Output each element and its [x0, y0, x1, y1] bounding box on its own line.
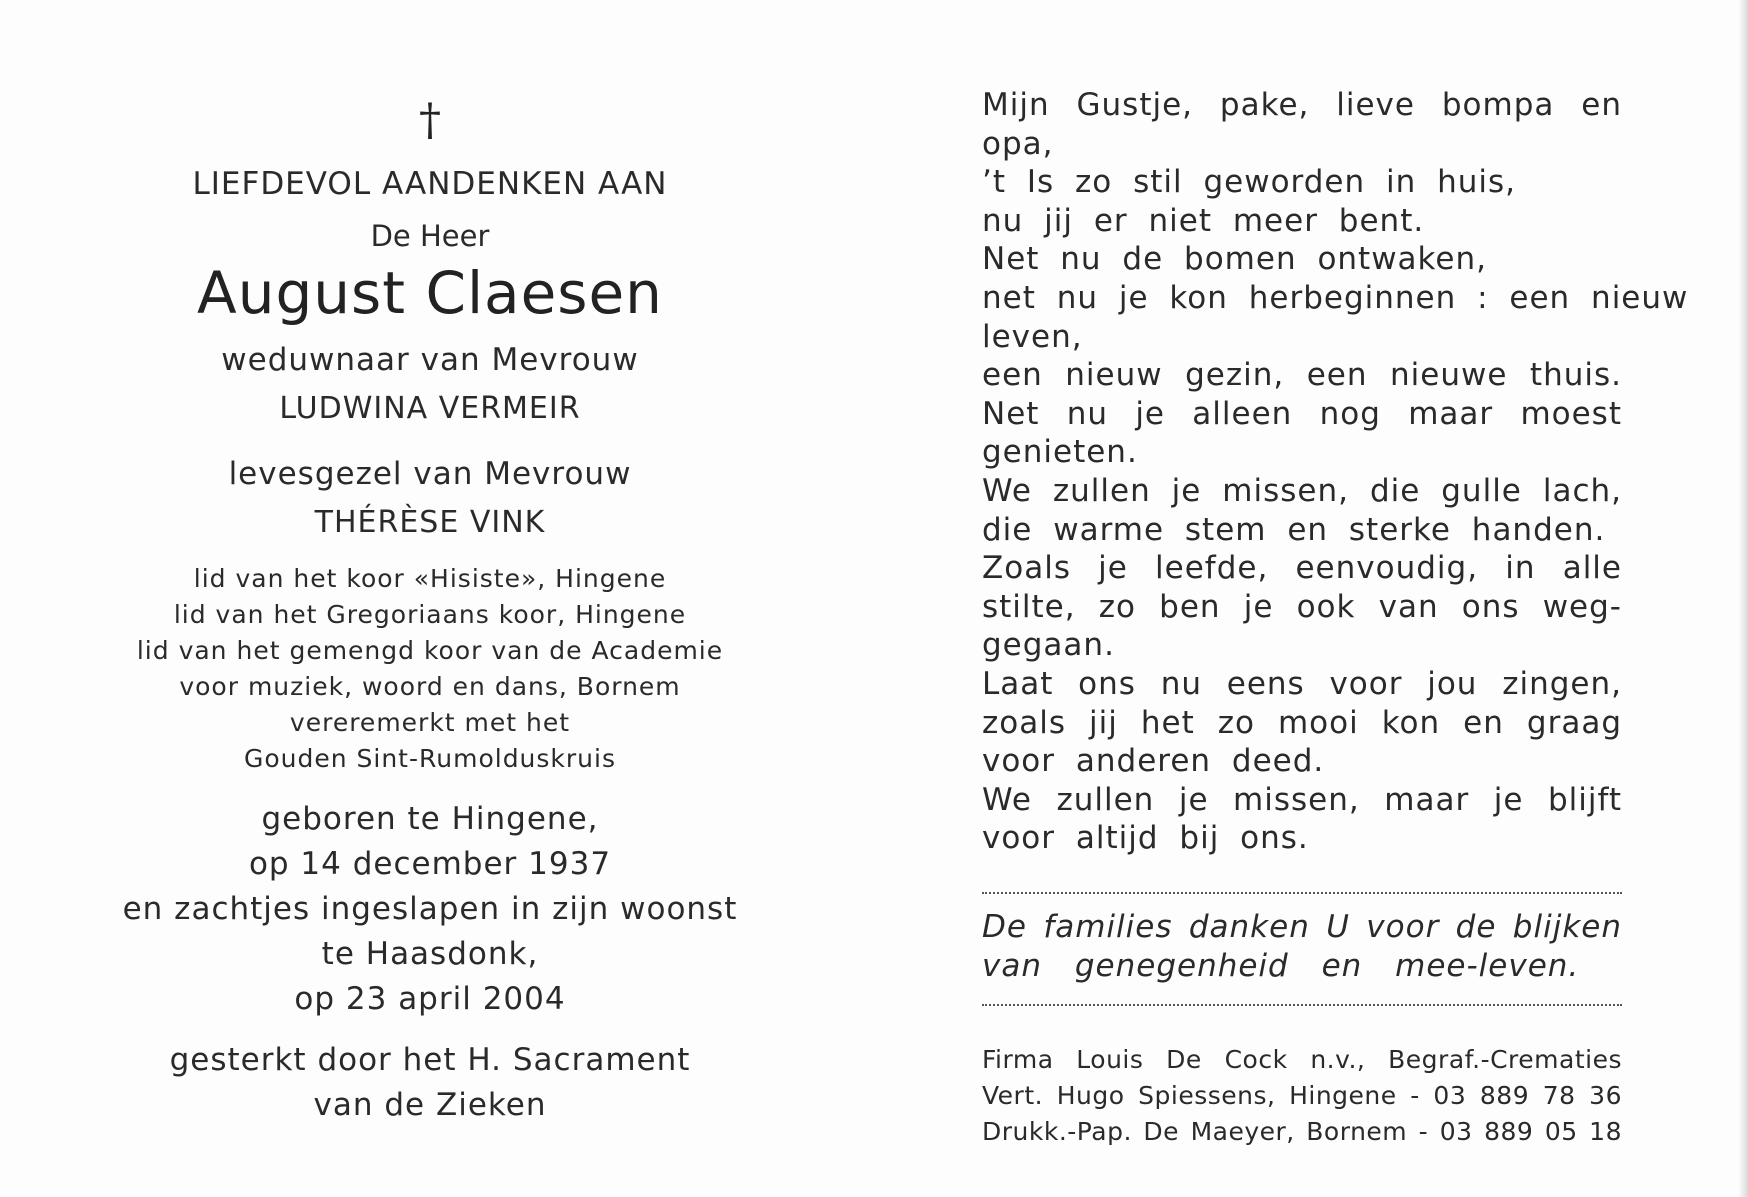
- poem-line: een nieuw gezin, een nieuwe thuis.: [982, 357, 1622, 394]
- poem-line: genieten.: [982, 434, 1138, 471]
- poem-line: Mijn Gustje, pake, lieve bompa en: [982, 87, 1622, 123]
- divider-bottom: [982, 1004, 1622, 1006]
- poem-line: Zoals je leefde, eenvoudig, in alle: [982, 550, 1622, 587]
- membership-line: lid van het gemengd koor van de Academie: [136, 636, 724, 665]
- poem-line: die warme stem en sterke handen.: [982, 511, 1606, 548]
- thanks-line: van genegenheid en mee-leven.: [982, 948, 1580, 984]
- poem-line: net nu je kon herbeginnen : een nieuw: [982, 279, 1689, 316]
- sacrament: [90, 1038, 770, 1128]
- relation-partner: levesgezel van Mevrouw: [228, 456, 632, 492]
- deceased-name: August Claesen: [197, 259, 663, 327]
- cross-icon: †: [419, 95, 441, 146]
- relation-widower: weduwnaar van Mevrouw: [221, 342, 639, 378]
- poem-line: voor anderen deed.: [982, 743, 1325, 780]
- date-line: geboren te Hingene,: [261, 801, 599, 837]
- partner-name: THÉRÈSE VINK: [314, 505, 546, 540]
- thanks-line: De families danken U voor de blijken: [982, 909, 1622, 945]
- membership-line: vereremerkt met het: [289, 708, 571, 737]
- date-line: op 14 december 1937: [248, 846, 612, 882]
- poem-line: We zullen je missen, die gulle lach,: [982, 472, 1622, 509]
- memberships: [90, 561, 770, 777]
- poem-line: zoals jij het zo mooi kon en graag: [982, 704, 1622, 741]
- spouse-name: LUDWINA VERMEIR: [279, 391, 581, 426]
- thanks-note: [982, 908, 1622, 986]
- poem: [982, 86, 1689, 858]
- membership-line: lid van het Gregoriaans koor, Hingene: [173, 600, 687, 629]
- membership-line: voor muziek, woord en dans, Bornem: [179, 672, 681, 701]
- membership-line: Gouden Sint-Rumolduskruis: [243, 744, 617, 773]
- poem-line: Net nu je alleen nog maar moest: [982, 395, 1622, 432]
- poem-line: nu jij er niet meer bent.: [982, 202, 1425, 239]
- printer-line: Drukk.-Pap. De Maeyer, Bornem - 03 889 05 18: [982, 1117, 1622, 1146]
- scan-edge: [1738, 0, 1748, 1197]
- membership-line: lid van het koor «Hisiste», Hingene: [193, 564, 667, 593]
- date-line: en zachtjes ingeslapen in zijn woonst: [122, 891, 738, 927]
- poem-line: leven,: [982, 318, 1083, 355]
- left-panel: [90, 95, 770, 1128]
- poem-line: opa,: [982, 125, 1054, 162]
- poem-line: ’t Is zo stil geworden in huis,: [982, 164, 1517, 201]
- honorific: De Heer: [370, 219, 490, 253]
- sacrament-line: van de Zieken: [313, 1087, 547, 1123]
- printer-line: Vert. Hugo Spiessens, Hingene - 03 889 78 36: [982, 1081, 1622, 1110]
- poem-line: Laat ons nu eens voor jou zingen,: [982, 665, 1622, 702]
- date-line: op 23 april 2004: [294, 981, 566, 1017]
- poem-line: voor altijd bij ons.: [982, 820, 1309, 857]
- poem-line: Net nu de bomen ontwaken,: [982, 241, 1487, 278]
- poem-line: stilte, zo ben je ook van ons weg-: [982, 588, 1622, 625]
- life-dates: [90, 797, 770, 1022]
- heading: LIEFDEVOL AANDENKEN AAN: [192, 166, 668, 202]
- date-line: te Haasdonk,: [321, 936, 539, 972]
- divider-top: [982, 892, 1622, 894]
- sacrament-line: gesterkt door het H. Sacrament: [169, 1042, 691, 1078]
- poem-line: gegaan.: [982, 627, 1115, 664]
- poem-line: We zullen je missen, maar je blijft: [982, 781, 1622, 818]
- printer-line: Firma Louis De Cock n.v., Begraf.-Crematies: [982, 1045, 1622, 1074]
- printer-info: [982, 1042, 1622, 1150]
